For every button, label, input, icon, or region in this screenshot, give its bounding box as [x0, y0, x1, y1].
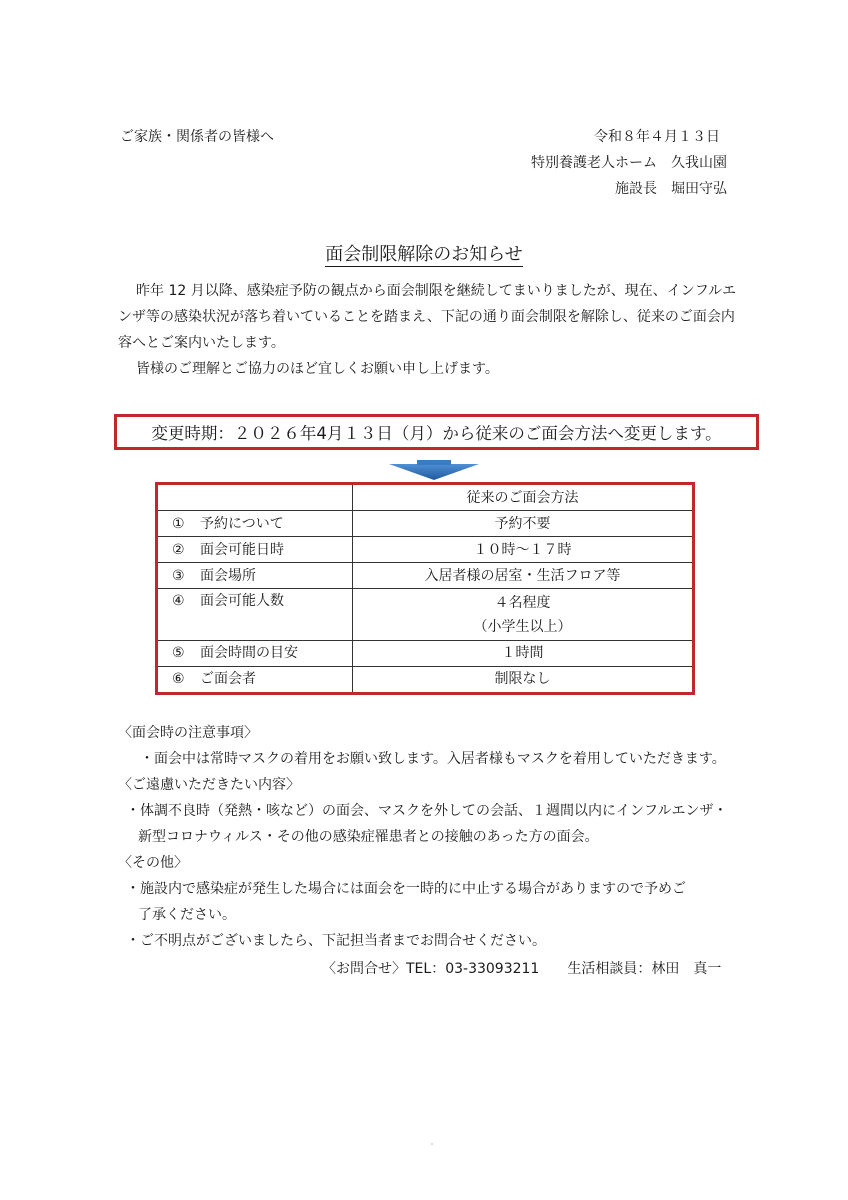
row-value: １時間	[353, 640, 693, 666]
visit-method-table	[155, 482, 695, 695]
row-label-cell	[158, 589, 353, 640]
notes-heading-refrain: 〈ご遠慮いただきたい内容〉	[118, 777, 300, 793]
row-number: ⑥	[172, 671, 185, 688]
note-refrain-line-2: 新型コロナウィルス・その他の感染症罹患者との接触のあった方の面会。	[138, 829, 599, 845]
contact-phone: 〈お問合せ〉TEL：03-33093211	[322, 961, 540, 977]
down-arrow-icon	[389, 460, 479, 480]
row-label-cell	[158, 666, 353, 692]
row-value-cell	[353, 589, 693, 640]
row-label: 面会可能日時	[200, 541, 284, 558]
table-row	[158, 589, 692, 640]
document-title	[0, 240, 848, 266]
intro-section	[118, 278, 738, 382]
document-date: 令和８年４月１３日	[594, 129, 720, 145]
row-number: ③	[172, 567, 185, 584]
scan-speck	[431, 1143, 433, 1145]
table-header-cell: 従来のご面会方法	[353, 485, 693, 511]
note-other-line-2: 了承ください。	[138, 907, 236, 923]
row-label: ご面会者	[200, 671, 256, 688]
title-text: 面会制限解除のお知らせ	[325, 244, 523, 265]
table-row	[158, 563, 692, 589]
row-number: ②	[172, 541, 185, 558]
notes-heading-precautions: 〈面会時の注意事項〉	[118, 725, 258, 741]
director-name: 施設長 堀田守弘	[615, 181, 727, 197]
row-number: ①	[172, 515, 185, 532]
table-row	[158, 511, 692, 537]
table-row	[158, 666, 692, 692]
note-mask: ・面会中は常時マスクの着用をお願い致します。入居者様もマスクを着用していただきます。	[140, 751, 726, 767]
table-row	[158, 640, 692, 666]
table-header-row	[158, 485, 692, 511]
row-number: ④	[172, 593, 185, 610]
notes-heading-other: 〈その他〉	[118, 855, 188, 871]
row-number: ⑤	[172, 645, 185, 662]
note-other-line-1: ・施設内で感染症が発生した場合には面会を一時的に中止する場合がありますので予めご	[126, 881, 686, 897]
intro-paragraph-1: 昨年 12 月以降、感染症予防の観点から面会制限を継続してまいりましたが、現在、インフルエンザ等の感染状況が落ち着いていることを踏まえ、下記の通り面会制限を解除し、従来のご面会内容へとご案内いたします。	[118, 283, 737, 351]
row-value-sub: （小学生以上）	[473, 618, 572, 635]
change-notice-box	[114, 414, 759, 450]
contact-person: 生活相談員：林田 真一	[567, 961, 722, 977]
row-value: 入居者様の居室・生活フロア等	[353, 563, 693, 589]
row-label-cell	[158, 537, 353, 563]
note-refrain-line-1: ・体調不良時（発熱・咳など）の面会、マスクを外しての会話、１週間以内にインフルエンザ・	[126, 803, 728, 819]
recipient-line: ご家族・関係者の皆様へ	[120, 129, 274, 145]
notes-section	[118, 720, 798, 954]
row-label: 面会時間の目安	[200, 645, 298, 662]
row-label: 面会可能人数	[200, 593, 284, 610]
row-value: ４名程度	[494, 594, 551, 611]
row-label-cell	[158, 640, 353, 666]
row-label: 予約について	[200, 515, 284, 532]
change-notice-text: 変更時期：２０２６年4月１３日（月）から従来のご面会方法へ変更します。	[151, 424, 722, 443]
row-value: 予約不要	[353, 511, 693, 537]
row-label-cell	[158, 511, 353, 537]
organization-name: 特別養護老人ホーム 久我山園	[531, 155, 727, 171]
table-header-blank	[158, 485, 353, 511]
table-row	[158, 537, 692, 563]
row-value: １０時～１７時	[353, 537, 693, 563]
intro-paragraph-2: 皆様のご理解とご協力のほど宜しくお願い申し上げます。	[136, 361, 499, 377]
contact-line	[322, 958, 721, 978]
note-inquiry: ・ご不明点がございましたら、下記担当者までお問合せください。	[126, 933, 546, 949]
row-value: 制限なし	[353, 666, 693, 692]
row-label-cell	[158, 563, 353, 589]
row-label: 面会場所	[200, 567, 256, 584]
